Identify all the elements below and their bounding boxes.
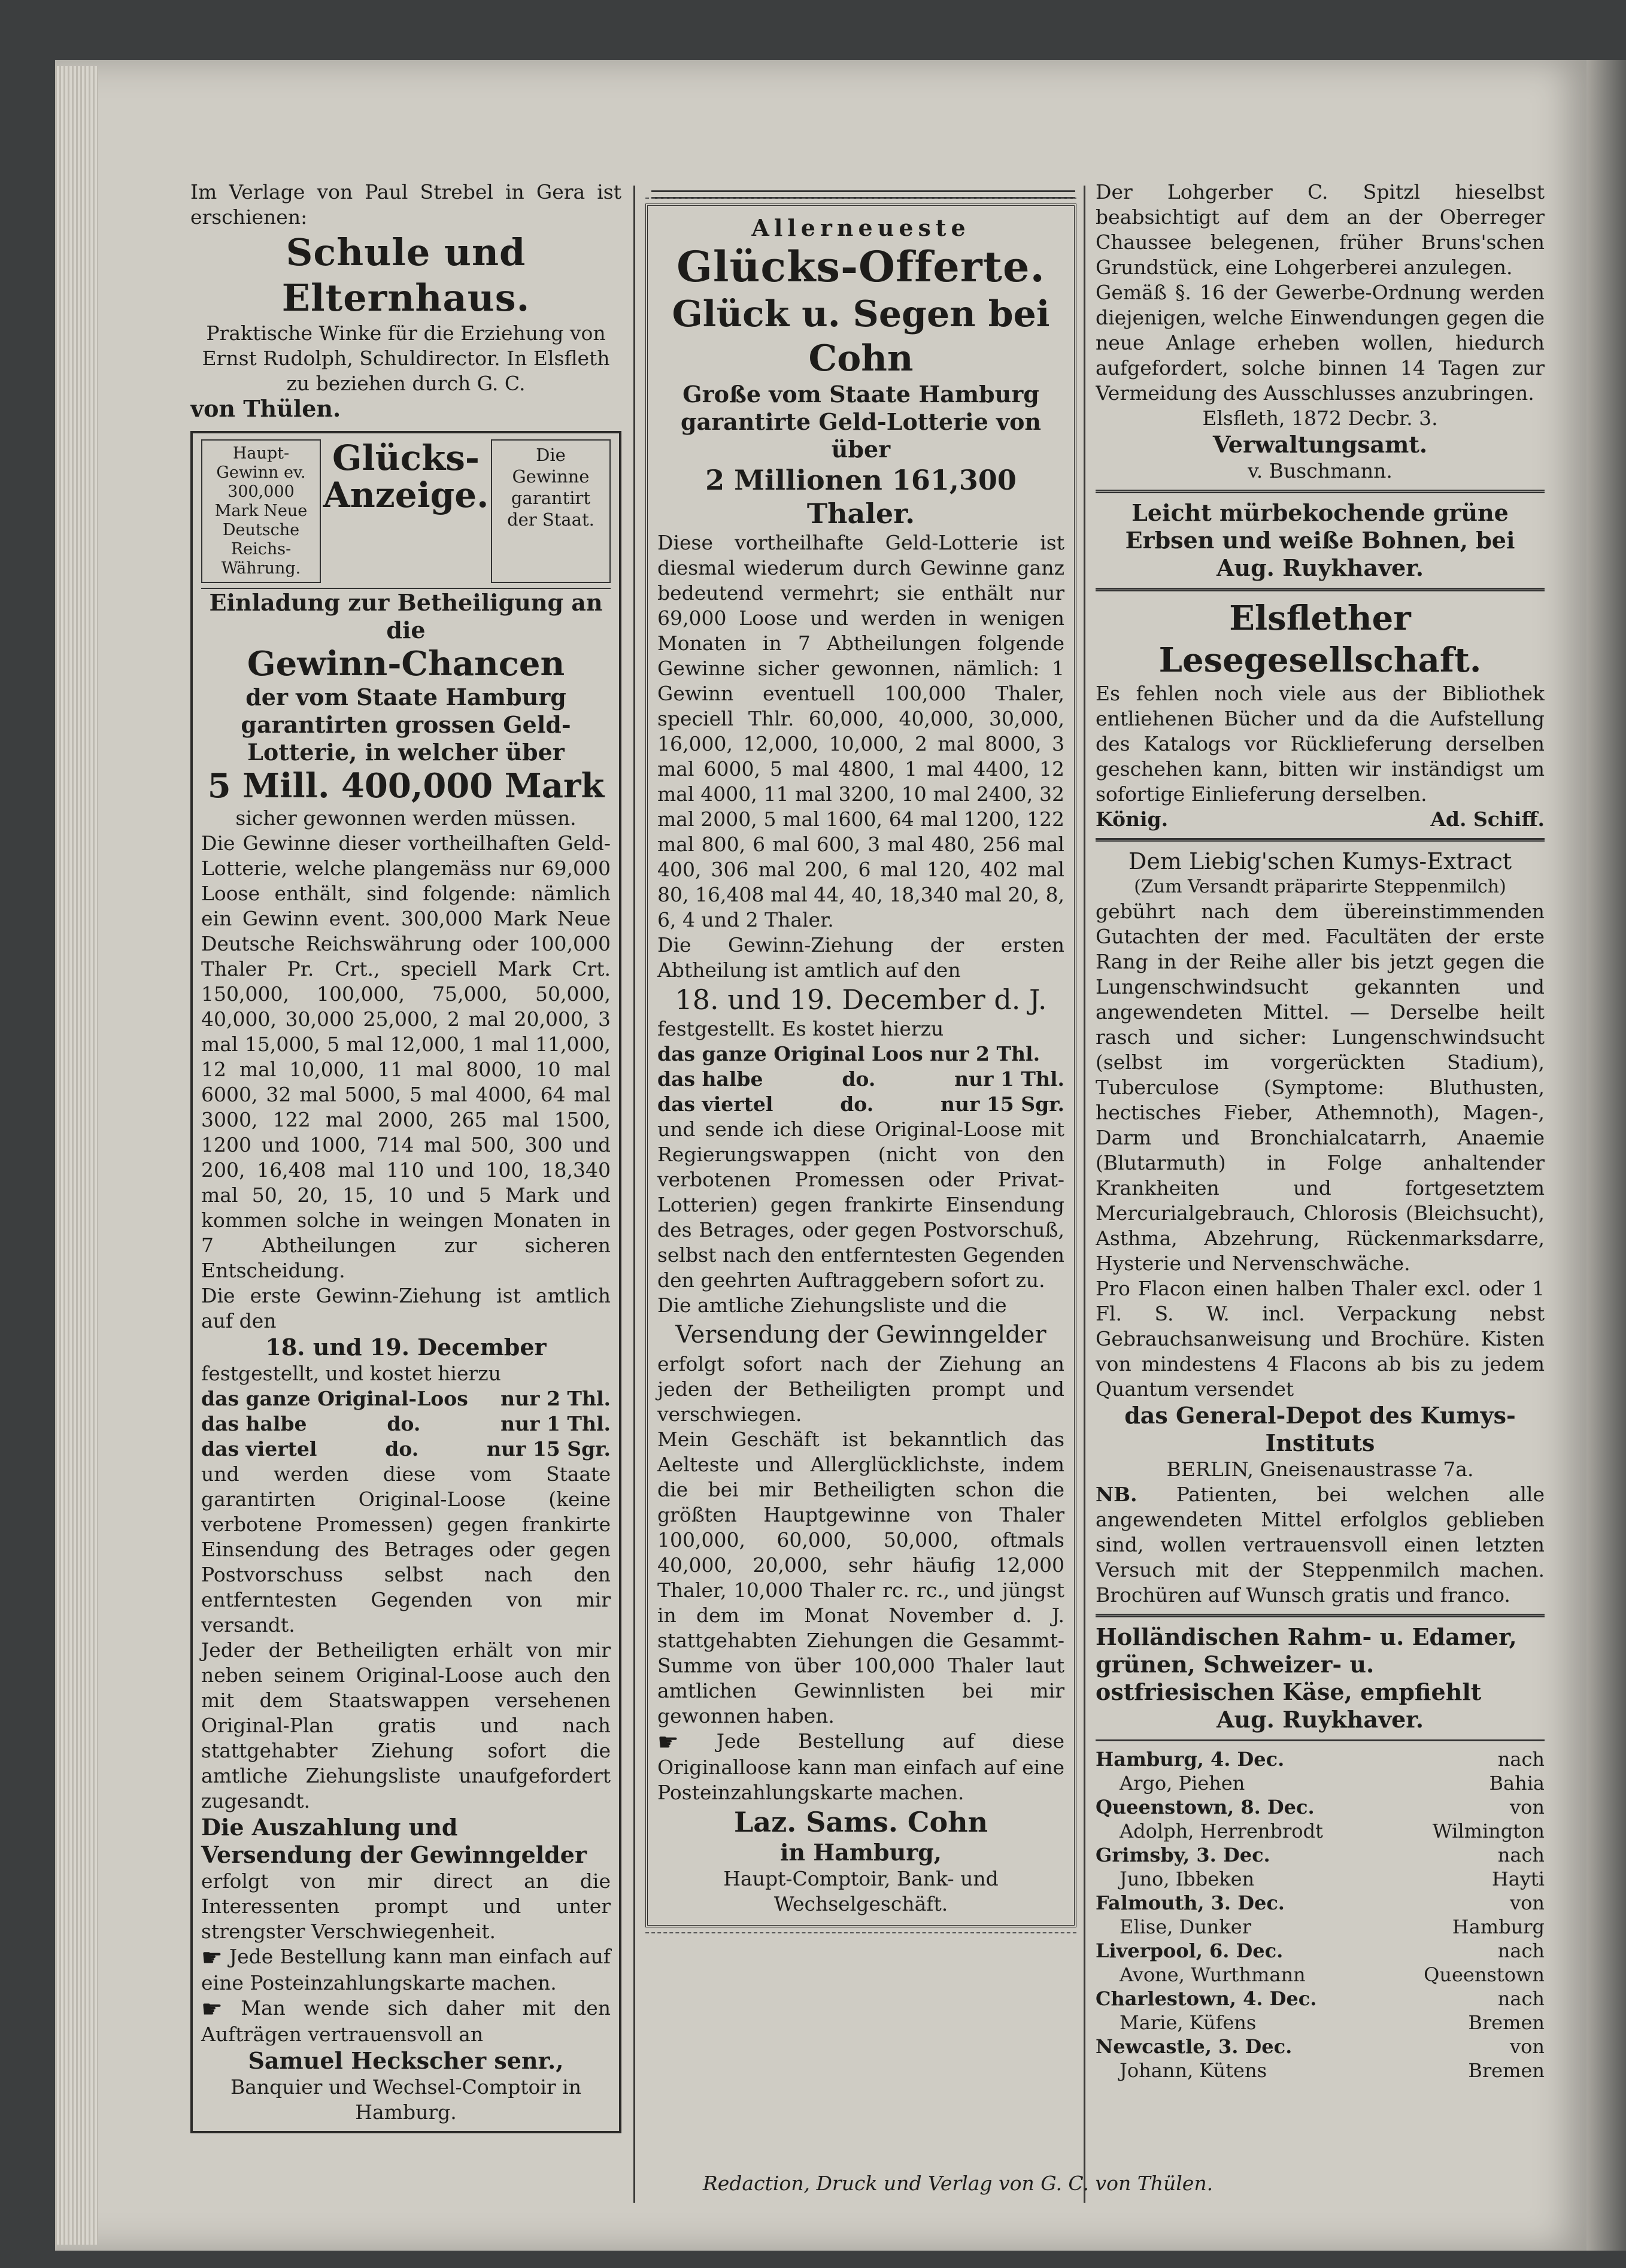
cohn-body-2: Die Gewinn-Ziehung der ersten Abtheilung ist amtlich auf den xyxy=(657,933,1064,982)
firm-cohn: Laz. Sams. Cohn xyxy=(733,1806,988,1838)
column-rule-1 xyxy=(633,186,635,2203)
ship-row-vessel xyxy=(1096,1771,1545,1795)
glucks-anzeige-header xyxy=(201,439,611,589)
ship-row-vessel xyxy=(1096,1963,1545,1987)
cohn-price-half xyxy=(657,1067,1064,1092)
page-stack-edges xyxy=(55,66,98,2245)
price-label: das viertel xyxy=(657,1092,773,1116)
signature-schiff: Ad. Schiff. xyxy=(1430,807,1545,831)
kumys-nb xyxy=(1096,1482,1545,1608)
hand-note-1-text: Jede Bestellung kann man einfach auf eine Posteinzahlungskarte machen. xyxy=(201,1945,611,1994)
cohn-hand-note xyxy=(657,1729,1064,1805)
gewinne-garantirt-box: Die Gewinne garantirt der Staat. xyxy=(491,439,611,583)
versendung-heading: Versendung der Gewinngelder xyxy=(675,1321,1046,1349)
gewinn-chancen: Gewinn-Chancen xyxy=(247,644,565,684)
ship-row-vessel xyxy=(1096,1819,1545,1843)
glucks-anzeige-title: Glücks-Anzeige. xyxy=(323,438,489,515)
cohn-price-quarter xyxy=(657,1092,1064,1117)
price-ditto: do. xyxy=(385,1437,419,1461)
kicker: Allerneueste xyxy=(751,214,970,241)
kumys-price: Pro Flacon einen halben Thaler excl. oder 1 Fl. S. W. incl. Verpackung nebst Gebrauchsanweisung und Brochüre. Kisten von mindestens 4 Flacons ab bis zu jedem Quantum versendet xyxy=(1096,1277,1545,1401)
price-ditto: do. xyxy=(840,1092,874,1116)
ship-row-vessel xyxy=(1096,2058,1545,2082)
amount-heading: 2 Millionen 161,300 Thaler. xyxy=(705,464,1017,530)
price-ditto: do. xyxy=(387,1412,421,1435)
drawing-dates: 18. und 19. December xyxy=(265,1334,547,1361)
einladung-heading: Einladung zur Betheiligung an die xyxy=(209,589,603,643)
ship-destination: Bahia xyxy=(1489,1772,1545,1795)
ship-row-port xyxy=(1096,1891,1545,1915)
firm-heckscher-sub: Banquier und Wechsel-Comptoir in Hamburg. xyxy=(230,2075,581,2124)
lesegesellschaft-body: Es fehlen noch viele aus der Bibliothek entliehenen Bücher und da die Aufstellung des Katalogs vor Rücklieferung derselben geschehen kann, bitten wir inständigst um sofortige Einlieferung derselben. xyxy=(1096,682,1545,806)
ship-destination: Wilmington xyxy=(1432,1820,1545,1842)
lesegesellschaft-signatures xyxy=(1096,807,1545,832)
lottery-body-5: Jeder der Betheiligten erhält von mir neben seinem Original-Loose auch den mit dem Staatswappen versehenen Original-Plan gratis und nach stattgehabter Ziehung sofort die amtliche Ziehungsliste unaufgefordert zugesandt. xyxy=(201,1638,611,1812)
ship-port: Newcastle, 3. Dec. xyxy=(1096,2035,1293,2058)
lottery-ad-cohn xyxy=(645,204,1076,1927)
kumys-depot: das General-Depot des Kumys-Instituts xyxy=(1124,1402,1516,1456)
price-value: nur 1 Thl. xyxy=(500,1412,611,1435)
lottery-ad-heckscher xyxy=(190,431,621,2133)
ship-row-vessel xyxy=(1096,1867,1545,1891)
ship-port: Queenstown, 8. Dec. xyxy=(1096,1796,1315,1818)
price-label: das halbe xyxy=(657,1067,763,1091)
price-value: nur 2 Thl. xyxy=(500,1387,611,1410)
five-million-mark: 5 Mill. 400,000 Mark xyxy=(207,766,605,806)
price-value: nur 15 Sgr. xyxy=(940,1092,1064,1116)
erbsen-firm: Aug. Ruykhaver. xyxy=(1216,554,1424,581)
pointing-hand-icon: ☛ xyxy=(657,1729,679,1756)
cohn-body-3: festgestellt. Es kostet hierzu xyxy=(657,1017,944,1040)
ship-direction: nach xyxy=(1497,1987,1545,2010)
divider xyxy=(1096,1739,1545,1741)
ship-vessel: Avone, Wurthmann xyxy=(1120,1963,1306,1986)
ship-vessel: Juno, Ibbeken xyxy=(1120,1868,1255,1890)
column-right xyxy=(1096,180,1545,2209)
ship-row-vessel xyxy=(1096,2011,1545,2035)
firm-heckscher: Samuel Heckscher senr., xyxy=(248,2047,564,2074)
price-label: das ganze Original-Loos xyxy=(201,1387,468,1410)
cohn-body-5: Die amtliche Ziehungsliste und die xyxy=(657,1294,1007,1317)
ship-port: Falmouth, 3. Dec. xyxy=(1096,1891,1285,1914)
gewerbe-notice: Gemäß §. 16 der Gewerbe-Ordnung werden diejenigen, welche Einwendungen gegen die neue Anlage erheben wollen, hiedurch aufgefordert, solche binnen 14 Tagen zur Vermeidung des Ausschlusses anzubringen. xyxy=(1096,281,1545,405)
ship-row-port xyxy=(1096,1939,1545,1963)
ship-vessel: Marie, Küfens xyxy=(1120,2011,1257,2034)
price-label: das viertel xyxy=(201,1437,317,1461)
lottery-body-3: festgestellt, und kostet hierzu xyxy=(201,1362,501,1385)
ship-destination: Queenstown xyxy=(1424,1963,1545,1986)
hand-note-2 xyxy=(201,1996,611,2047)
price-ditto: do. xyxy=(842,1067,876,1091)
book-title: Schule und Elternhaus. xyxy=(281,230,530,320)
price-value: nur 15 Sgr. xyxy=(486,1437,611,1461)
divider xyxy=(1096,838,1545,842)
cohn-dates: 18. und 19. December d. J. xyxy=(675,983,1047,1016)
kaese-ad: Holländischen Rahm- u. Edamer, grünen, Schweizer- u. ostfriesischen Käse, empfiehlt xyxy=(1096,1623,1517,1705)
firm-cohn-city: in Hamburg, xyxy=(779,1839,942,1866)
lottery-body-6: erfolgt von mir direct an die Interessenten prompt und unter strengster Verschwiegenheit. xyxy=(201,1869,611,1943)
kumys-address: BERLIN, Gneisenaustrasse 7a. xyxy=(1166,1458,1474,1481)
ship-destination: Hamburg xyxy=(1452,1915,1545,1938)
divider xyxy=(1096,588,1545,591)
column-left xyxy=(190,180,621,2203)
lottery-body-2: Die erste Gewinn-Ziehung ist amtlich auf den xyxy=(201,1284,611,1332)
ship-direction: nach xyxy=(1497,1748,1545,1771)
ship-port: Liverpool, 6. Dec. xyxy=(1096,1939,1284,1962)
ship-row-port xyxy=(1096,1795,1545,1819)
ship-destination: Bremen xyxy=(1468,2011,1545,2034)
price-row-whole xyxy=(201,1386,611,1411)
ship-row-vessel xyxy=(1096,1915,1545,1939)
book-subtitle: Praktische Winke für die Erziehung von Ernst Rudolph, Schuldirector. In Elsfleth zu beziehen durch G. C. xyxy=(202,321,610,395)
ship-destination: Bremen xyxy=(1468,2059,1545,2082)
ship-direction: nach xyxy=(1497,1844,1545,1866)
price-row-half xyxy=(201,1411,611,1437)
haupt-gewinn-box: Haupt-Gewinn ev. 300,000 Mark Neue Deutsche Reichs-Währung. xyxy=(201,439,321,583)
kumys-title: Dem Liebig'schen Kumys-Extract xyxy=(1128,848,1512,875)
verwaltungsamt: Verwaltungsamt. xyxy=(1212,431,1428,458)
nb-text: Patienten, bei welchen alle angewendeten Mittel erfolglos geblieben sind, wollen vertrauensvoll einen letzten Versuch mit der Steppenmilch machen. Brochüren auf Wunsch gratis und franco. xyxy=(1096,1483,1545,1607)
cohn-hand-note-text: Jede Bestellung auf diese Originalloose kann man einfach auf eine Posteinzahlungskarte machen. xyxy=(657,1729,1064,1804)
cohn-price-whole xyxy=(657,1042,1064,1067)
gluecks-offerte-title: Glücks-Offerte. xyxy=(677,242,1045,292)
place-date: Elsfleth, 1872 Decbr. 3. xyxy=(1202,406,1438,430)
price-label: das ganze Original Loos nur 2 Thl. xyxy=(657,1042,1040,1065)
pointing-hand-icon: ☛ xyxy=(201,1996,223,2023)
ship-row-port xyxy=(1096,2035,1545,2058)
official-name: v. Buschmann. xyxy=(1248,459,1393,482)
divider xyxy=(1096,490,1545,493)
lesegesellschaft-title: Elsflether Lesegesellschaft. xyxy=(1158,599,1482,680)
ueber: über xyxy=(831,436,891,463)
auszahlung-heading: Die Auszahlung und Versendung der Gewinngelder xyxy=(201,1814,587,1868)
price-value: nur 1 Thl. xyxy=(954,1067,1064,1091)
kaese-firm: Aug. Ruykhaver. xyxy=(1216,1706,1424,1733)
staat-hamburg-heading: der vom Staate Hamburg garantirten grossen Geld-Lotterie, in welcher über xyxy=(241,684,571,766)
price-label: das halbe xyxy=(201,1412,307,1435)
lohgerber-notice: Der Lohgerber C. Spitzl hieselbst beabsichtigt auf dem an der Oberreger Chaussee belegenen, früher Bruns'schen Grundstück, eine Lohgerberei anzulegen. xyxy=(1096,180,1545,279)
ship-vessel: Johann, Kütens xyxy=(1120,2059,1267,2082)
cohn-body-1: Diese vortheilhafte Geld-Lotterie ist diesmal wiederum durch Gewinne ganz bedeutend vermehrt; sie enthält nur 69,000 Loose und werden in wenigen Monaten in 7 Abtheilungen folgende Gewinne sicher gewonnen, nämlich: 1 Gewinn eventuell 100,000 Thaler, speciell Thlr. 60,000, 40,000, 30,000, 16,000, 12,000, 10,000, 2 mal 8000, 3 mal 6000, 5 mal 4800, 1 mal 4400, 12 mal 4000, 11 mal 3200, 10 mal 2400, 32 mal 2000, 5 mal 1600, 64 mal 1200, 122 mal 800, 6 mal 600, 3 mal 480, 256 mal 400, 306 mal 200, 6 mal 120, 402 mal 80, 16,408 mal 44, 40, 18,340 mal 20, 8, 6, 4 und 2 Thaler. xyxy=(657,531,1064,931)
kumys-body: gebührt nach dem übereinstimmenden Gutachten der med. Facultäten der erste Rang in der Reihe aller bis jetzt gegen die Lungenschwindsucht gekannten und angewendeten Mittel. — Derselbe heilt rasch und sicher: Lungenschwindsucht (selbst im vorgerückten Stadium), Tuberculose (Symptome: Bluthusten, hectisches Fieber, Athemnoth), Magen-, Darm und Bronchialcatarrh, Anaemie (Blutarmuth) in Folge anhaltender Krankheiten und fortgesetztem Mercurialgebrauch, Chlorosis (Bleichsucht), Asthma, Abzehrung, Rückenmarksdarre, Hysterie und Nervenschwäche. xyxy=(1096,900,1545,1275)
page-right-edge xyxy=(1586,60,1626,2251)
cohn-body-4: und sende ich diese Original-Loose mit Regierungswappen (nicht von den verbotenen Promessen oder Privat-Lotterien) gegen frankirte Einsendung des Betrages, oder gegen Postvorschuß, selbst nach den entferntesten Gegenden den geehrten Auftraggebern sofort zu. xyxy=(657,1118,1064,1292)
hand-note-1 xyxy=(201,1944,611,1996)
nb-label: NB. xyxy=(1096,1483,1137,1506)
imprint-footer: Redaction, Druck und Verlag von G. C. von Thülen. xyxy=(702,2172,1214,2195)
lottery-body-1: Die Gewinne dieser vortheilhaften Geld-Lotterie, welche plangemäss nur 69,000 Loose enthält, sind folgende: nämlich ein Gewinn event. 300,000 Mark Neue Deutsche Reichswährung oder 100,000 Thaler Pr. Crt., speciell Mark Crt. 150,000, 100,000, 75,000, 50,000, 40,000, 30,000 25,000, 2 mal 20,000, 3 mal 15,000, 5 mal 12,000, 1 mal 11,000, 12 mal 10,000, 11 mal 8000, 10 mal 6000, 32 mal 5000, 5 mal 4000, 64 mal 3000, 122 mal 2000, 265 mal 1500, 1200 und 1000, 714 mal 500, 300 und 200, 16,408 mal 110 und 100, 18,340 mal 50, 20, 15, 10 und 5 Mark und kommen solche in weingen Monaten in 7 Abtheilungen zur sicheren Entscheidung. xyxy=(201,831,611,1282)
signature-koenig: König. xyxy=(1096,807,1169,831)
ship-direction: von xyxy=(1510,1891,1545,1914)
sicher-line: sicher gewonnen werden müssen. xyxy=(235,806,577,830)
column-rule-2 xyxy=(1084,186,1085,2203)
ship-direction: nach xyxy=(1497,1939,1545,1962)
ship-port: Hamburg, 4. Dec. xyxy=(1096,1748,1285,1771)
pointing-hand-icon: ☛ xyxy=(201,1944,223,1972)
ship-row-port xyxy=(1096,1843,1545,1867)
price-row-quarter xyxy=(201,1437,611,1462)
cohn-sub-heading: Große vom Staate Hamburg garantirte Geld-Lotterie von xyxy=(680,381,1042,435)
lottery-body-4: und werden diese vom Staate garantirten Original-Loose (keine verbotene Promessen) gegen frankirte Einsendung des Betrages oder gegen Postvorschuss selbst nach den entferntesten Gegenden von mir versandt. xyxy=(201,1462,611,1637)
glueck-segen-title: Glück u. Segen bei Cohn xyxy=(672,293,1050,379)
firm-cohn-sub: Haupt-Comptoir, Bank- und Wechselgeschäft. xyxy=(723,1867,999,1915)
ship-vessel: Argo, Piehen xyxy=(1120,1772,1245,1795)
erbsen-ad: Leicht mürbekochende grüne Erbsen und weiße Bohnen, bei xyxy=(1125,499,1515,554)
book-seller: von Thülen. xyxy=(190,395,341,422)
column-middle xyxy=(645,180,1076,2209)
ship-direction: von xyxy=(1510,2035,1545,2058)
ship-row-port xyxy=(1096,1747,1545,1771)
shipping-list xyxy=(1096,1747,1545,2082)
ship-direction: von xyxy=(1510,1796,1545,1818)
cohn-body-6: erfolgt sofort nach der Ziehung an jeden der Betheiligten prompt und verschwiegen. xyxy=(657,1352,1064,1426)
ship-destination: Hayti xyxy=(1491,1868,1545,1890)
ship-vessel: Adolph, Herrenbrodt xyxy=(1120,1820,1323,1842)
divider xyxy=(1096,1614,1545,1617)
hand-note-2-text: Man wende sich daher mit den Aufträgen vertrauensvoll an xyxy=(201,1996,611,2046)
ship-port: Grimsby, 3. Dec. xyxy=(1096,1844,1270,1866)
kumys-subtitle: (Zum Versandt präparirte Steppenmilch) xyxy=(1134,876,1506,897)
ship-vessel: Elise, Dunker xyxy=(1120,1915,1252,1938)
ship-port: Charlestown, 4. Dec. xyxy=(1096,1987,1317,2010)
ship-row-port xyxy=(1096,1987,1545,2011)
publisher-line: Im Verlage von Paul Strebel in Gera ist erschienen: xyxy=(190,180,621,229)
cohn-body-7: Mein Geschäft ist bekanntlich das Aelteste und Allerglücklichste, indem die bei mir Betheiligten schon die größten Hauptgewinne von Thaler 100,000, 60,000, 50,000, oftmals 40,000, 20,000, sehr häufig 12,000 Thaler, 10,000 Thaler rc. rc., und jüngst in dem im Monat November d. J. stattgehabten Ziehungen die Gesammt-Summe von über 100,000 Thaler laut amtlichen Gewinnlisten bei mir gewonnen haben. xyxy=(657,1428,1064,1727)
